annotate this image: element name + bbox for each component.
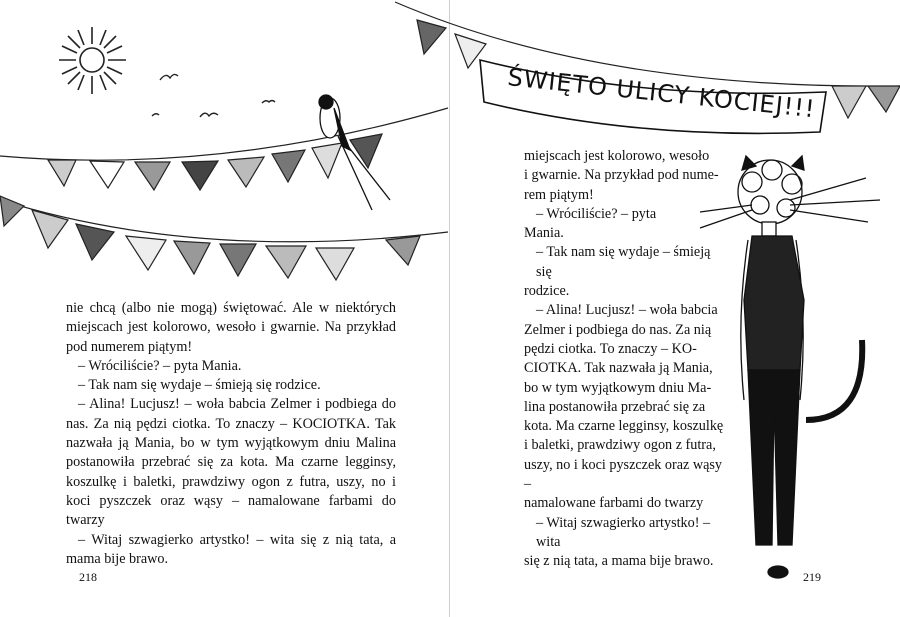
page-number-right: 219: [803, 570, 821, 584]
text-line: – Alina! Lucjusz! – woła babcia: [536, 302, 718, 319]
paragraph: – Wróciliście? – pyta Mania.: [78, 357, 242, 374]
text-line: i baletki, prawdziwy ogon z futra,: [524, 437, 716, 454]
paragraph: nie chcą (albo nie mogą) świętować. Ale w niektórych miejscach jest kolorowo, wesoło i gwarnie. Na przykład pod numerem piątym!: [66, 300, 396, 355]
text-line: uszy, no i koci pyszczek oraz wąsy –: [524, 456, 723, 493]
paragraph: – Witaj szwagierko artystko! – wita się z nią tata, a mama bije brawo.: [66, 531, 396, 567]
text-line: miejscach jest kolorowo, wesoło: [524, 148, 710, 164]
text-line: – Witaj szwagierko artystko! – wita: [536, 514, 711, 550]
text-line: – Tak nam się wydaje – śmieją się: [536, 244, 711, 280]
text-line: CIOTKA. Tak nazwała ją Mania,: [524, 360, 713, 377]
text-line: rem piątym!: [524, 186, 594, 203]
right-page-text: [524, 147, 729, 572]
text-line: rodzice.: [524, 283, 570, 300]
banner-text: ŚWIĘTO ULICY KOCIEJ!!!: [506, 63, 817, 124]
text-line: Mania.: [524, 225, 564, 242]
text-line: namalowane farbami do twarzy: [524, 495, 704, 512]
paragraph: – Tak nam się wydaje – śmieją się rodzice.: [78, 377, 321, 394]
left-page-text: [66, 299, 396, 569]
text-line: bo w tym wyjątkowym dniu Ma-: [524, 379, 712, 396]
text-line: pędzi ciotka. To znaczy – KO-: [524, 340, 697, 357]
text-line: i gwarnie. Na przykład pod nume-: [524, 167, 719, 184]
text-line: się z nią tata, a mama bije brawo.: [524, 553, 714, 570]
text-line: kota. Ma czarne legginsy, koszulkę: [524, 418, 724, 435]
text-line: Zelmer i podbiega do nas. Za nią: [524, 321, 712, 338]
page-number-left: 218: [79, 570, 97, 584]
text-line: lina postanowiła przebrać się za: [524, 398, 706, 415]
paragraph: – Alina! Lucjusz! – woła babcia Zelmer i podbiega do nas. Za nią pędzi ciotka. To znaczy – KOCIOTKA. Tak nazwała ją Mania, bo w tym wyjątkowym dniu Malina postanowiła przebrać się za kota. Ma czarne legginsy, koszulkę i baletki, prawdziwy ogon z futra, uszy, no i koci pyszczek oraz wąsy – namalowane farbami do twarzy: [66, 396, 396, 529]
text-line: – Wróciliście? – pyta: [536, 205, 657, 222]
